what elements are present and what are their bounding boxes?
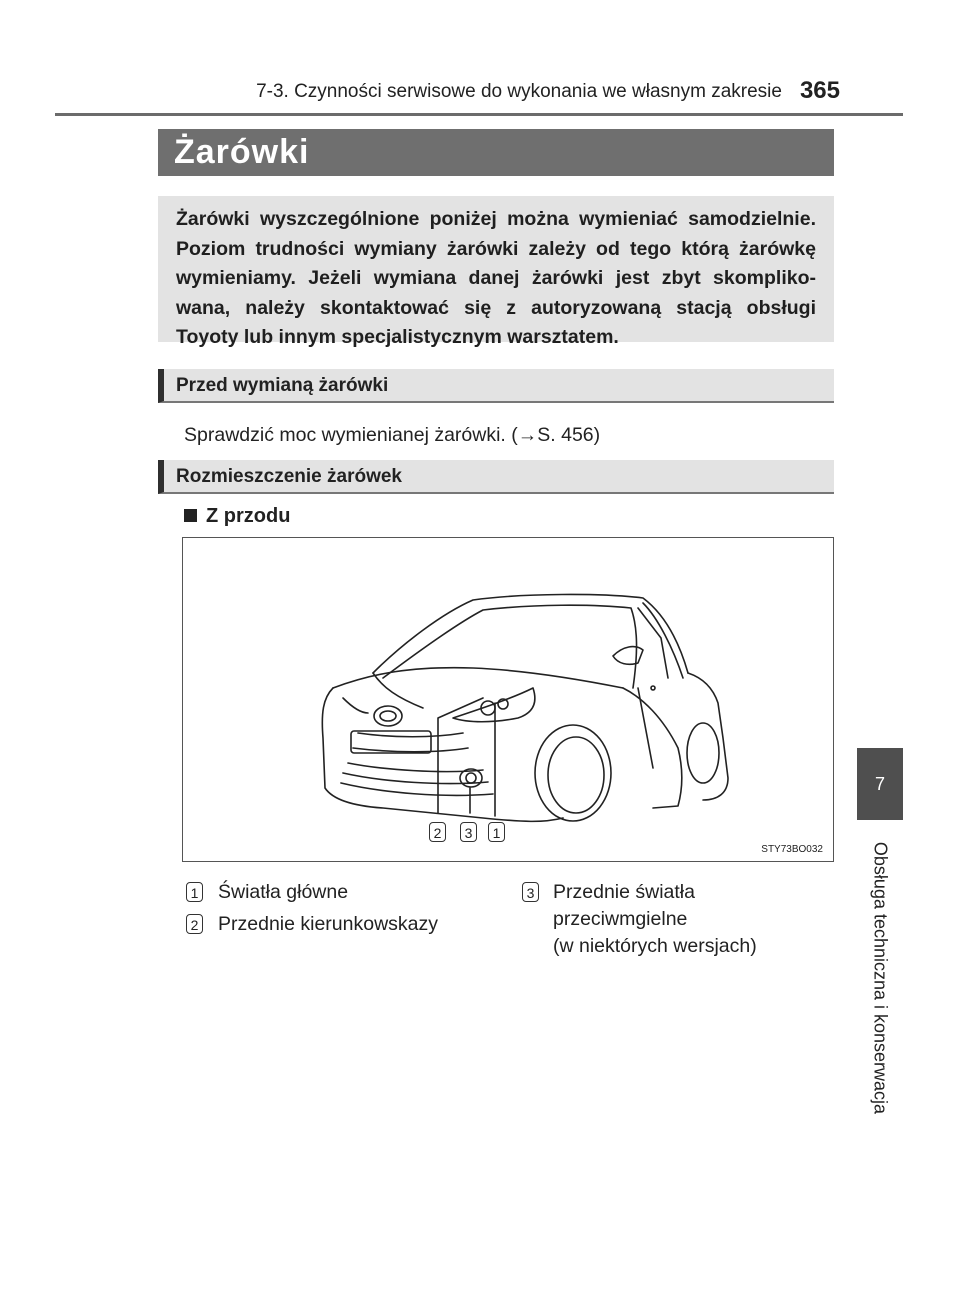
legend-badge-3: 3 <box>522 882 539 902</box>
legend-label-3-line-3: (w niektórych wersjach) <box>553 935 757 957</box>
figure-code: STY73BO032 <box>761 844 823 855</box>
callout-1: 1 <box>488 822 505 842</box>
legend-label-3-line-1: Przednie światła <box>553 881 695 903</box>
subheading-front <box>184 505 290 528</box>
square-bullet-icon <box>184 509 197 522</box>
body-text-wattage: Sprawdzić moc wymienianej żarówki. (→S. 456) <box>184 424 601 446</box>
page-title: Żarówki <box>158 129 834 176</box>
section-heading-before: Przed wymianą żarówki <box>158 369 834 403</box>
legend-label-1: Światła główne <box>218 881 349 903</box>
callout-2: 2 <box>429 822 446 842</box>
subheading-label: Z przodu <box>206 505 291 527</box>
section-title: 7-3. Czynności serwisowe do wykonania we własnym zakresie <box>256 81 782 102</box>
legend-label-3-line-2: przeciwmgielne <box>553 908 688 930</box>
section-heading-layout: Rozmieszczenie żarówek <box>158 460 834 494</box>
chapter-tab: 7 <box>857 748 903 820</box>
legend-label-2: Przednie kierunkowskazy <box>218 913 439 935</box>
callout-3: 3 <box>460 822 477 842</box>
header-rule <box>55 113 903 116</box>
car-illustration <box>182 537 834 862</box>
page-number: 365 <box>799 77 840 104</box>
running-header <box>0 76 840 104</box>
car-front-icon <box>183 538 835 863</box>
legend-label-3 <box>553 879 757 960</box>
intro-text: Żarówki wyszczególnione poniżej można wymieniać samodzielnie. Poziom trudności wymiany żarówki zależy od tego którą żarówkę wymieniamy. Jeżeli wymiana danej żarówki jest zbyt skompliko-wana, należy skontaktować się z autoryzowaną stacją obsługi Toyoty lub innym specjalistycznym warsztatem. <box>158 196 834 342</box>
legend-badge-1: 1 <box>186 882 203 902</box>
chapter-title: Obsługa techniczna i konserwacja <box>870 841 891 1115</box>
legend-badge-2: 2 <box>186 914 203 934</box>
